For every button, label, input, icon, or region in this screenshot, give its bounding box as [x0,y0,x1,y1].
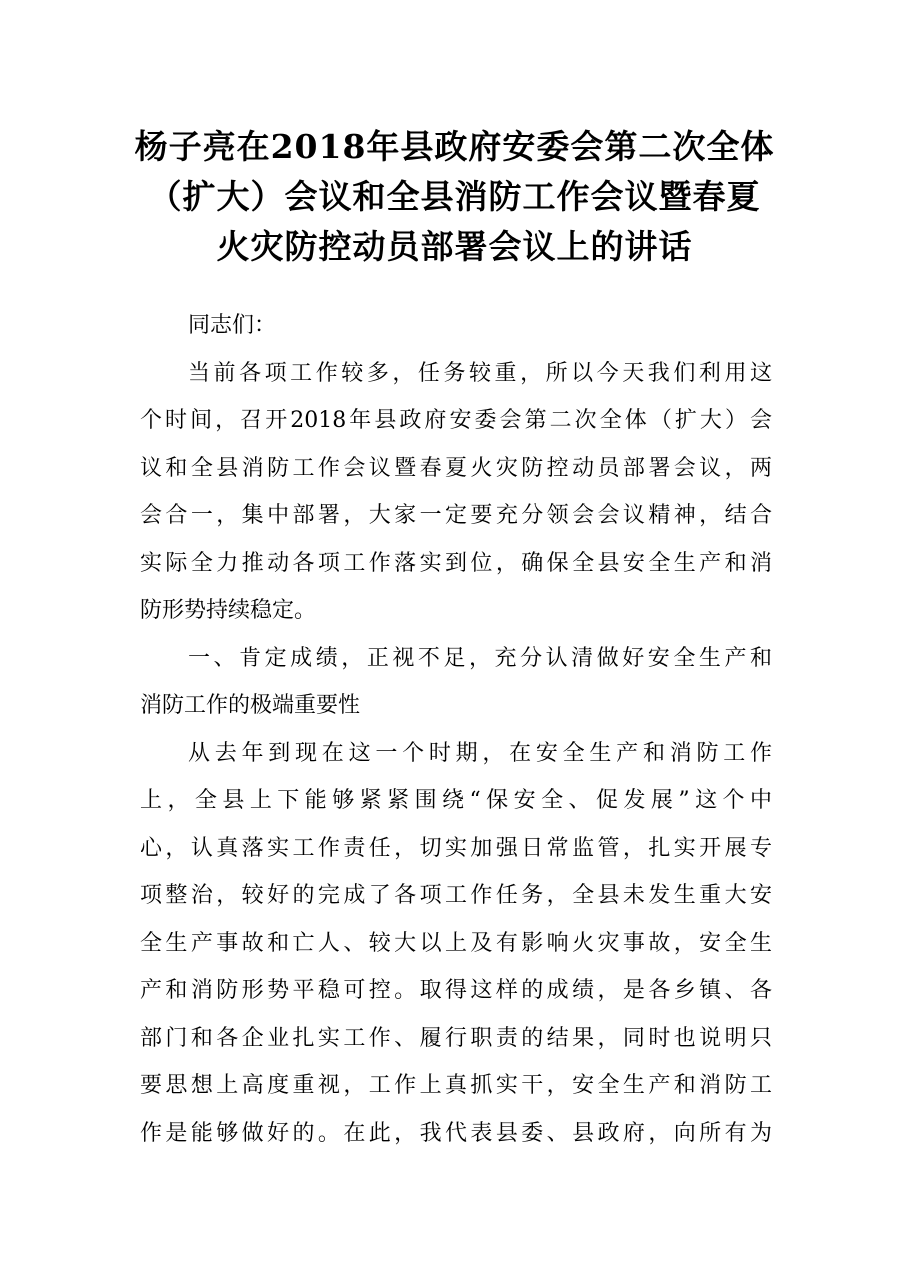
paragraph-line: 心，认真落实工作责任，切实加强日常监管，扎实开展专 [140,835,772,861]
paragraph-line: 个时间，召开2018年县政府安委会第二次全体（扩大）会 [140,408,772,433]
paragraph-line: 要思想上高度重视，工作上真抓实干，安全生产和消防工 [140,1073,772,1098]
title-line: 杨子亮在2018年县政府安委会第二次全体 [134,127,775,166]
paragraph-achievements [140,730,772,1158]
paragraph-line: 作是能够做好的。在此，我代表县委、县政府，向所有为 [140,1120,772,1146]
paragraph-line: 从去年到现在这一个时期，在安全生产和消防工作 [188,740,772,766]
paragraph-line: 当前各项工作较多，任务较重，所以今天我们利用这 [188,360,772,386]
paragraph-line: 产和消防形势平稳可控。取得这样的成绩，是各乡镇、各 [140,978,772,1003]
heading-line: 一、肯定成绩，正视不足，充分认清做好安全生产和 [188,645,772,671]
paragraph-line: 议和全县消防工作会议暨春夏火灾防控动员部署会议，两 [140,455,772,481]
salutation [140,302,772,350]
paragraph-line: 会合一，集中部署，大家一定要充分领会会议精神，结合 [140,503,772,528]
paragraph-intro [140,350,772,635]
paragraph-line: 实际全力推动各项工作落实到位，确保全县安全生产和消 [140,550,772,576]
paragraph-line: 全生产事故和亡人、较大以上及有影响火灾事故，安全生 [140,930,772,956]
heading-line: 消防工作的极端重要性 [140,693,361,718]
title-line: 火灾防控动员部署会议上的讲话 [216,227,693,266]
paragraph-line: 上，全县上下能够紧紧围绕“保安全、促发展”这个中 [140,788,772,813]
salutation-line: 同志们： [188,313,277,338]
paragraph-line: 项整治，较好的完成了各项工作任务，全县未发生重大安 [140,883,772,908]
document-title [120,122,789,272]
paragraph-line: 防形势持续稳定。 [140,598,317,623]
document-body [140,302,772,1157]
paragraph-line: 部门和各企业扎实工作、履行职责的结果，同时也说明只 [140,1025,772,1051]
title-line: （扩大）会议和全县消防工作会议暨春夏 [148,177,761,216]
section-heading-1 [140,635,772,730]
